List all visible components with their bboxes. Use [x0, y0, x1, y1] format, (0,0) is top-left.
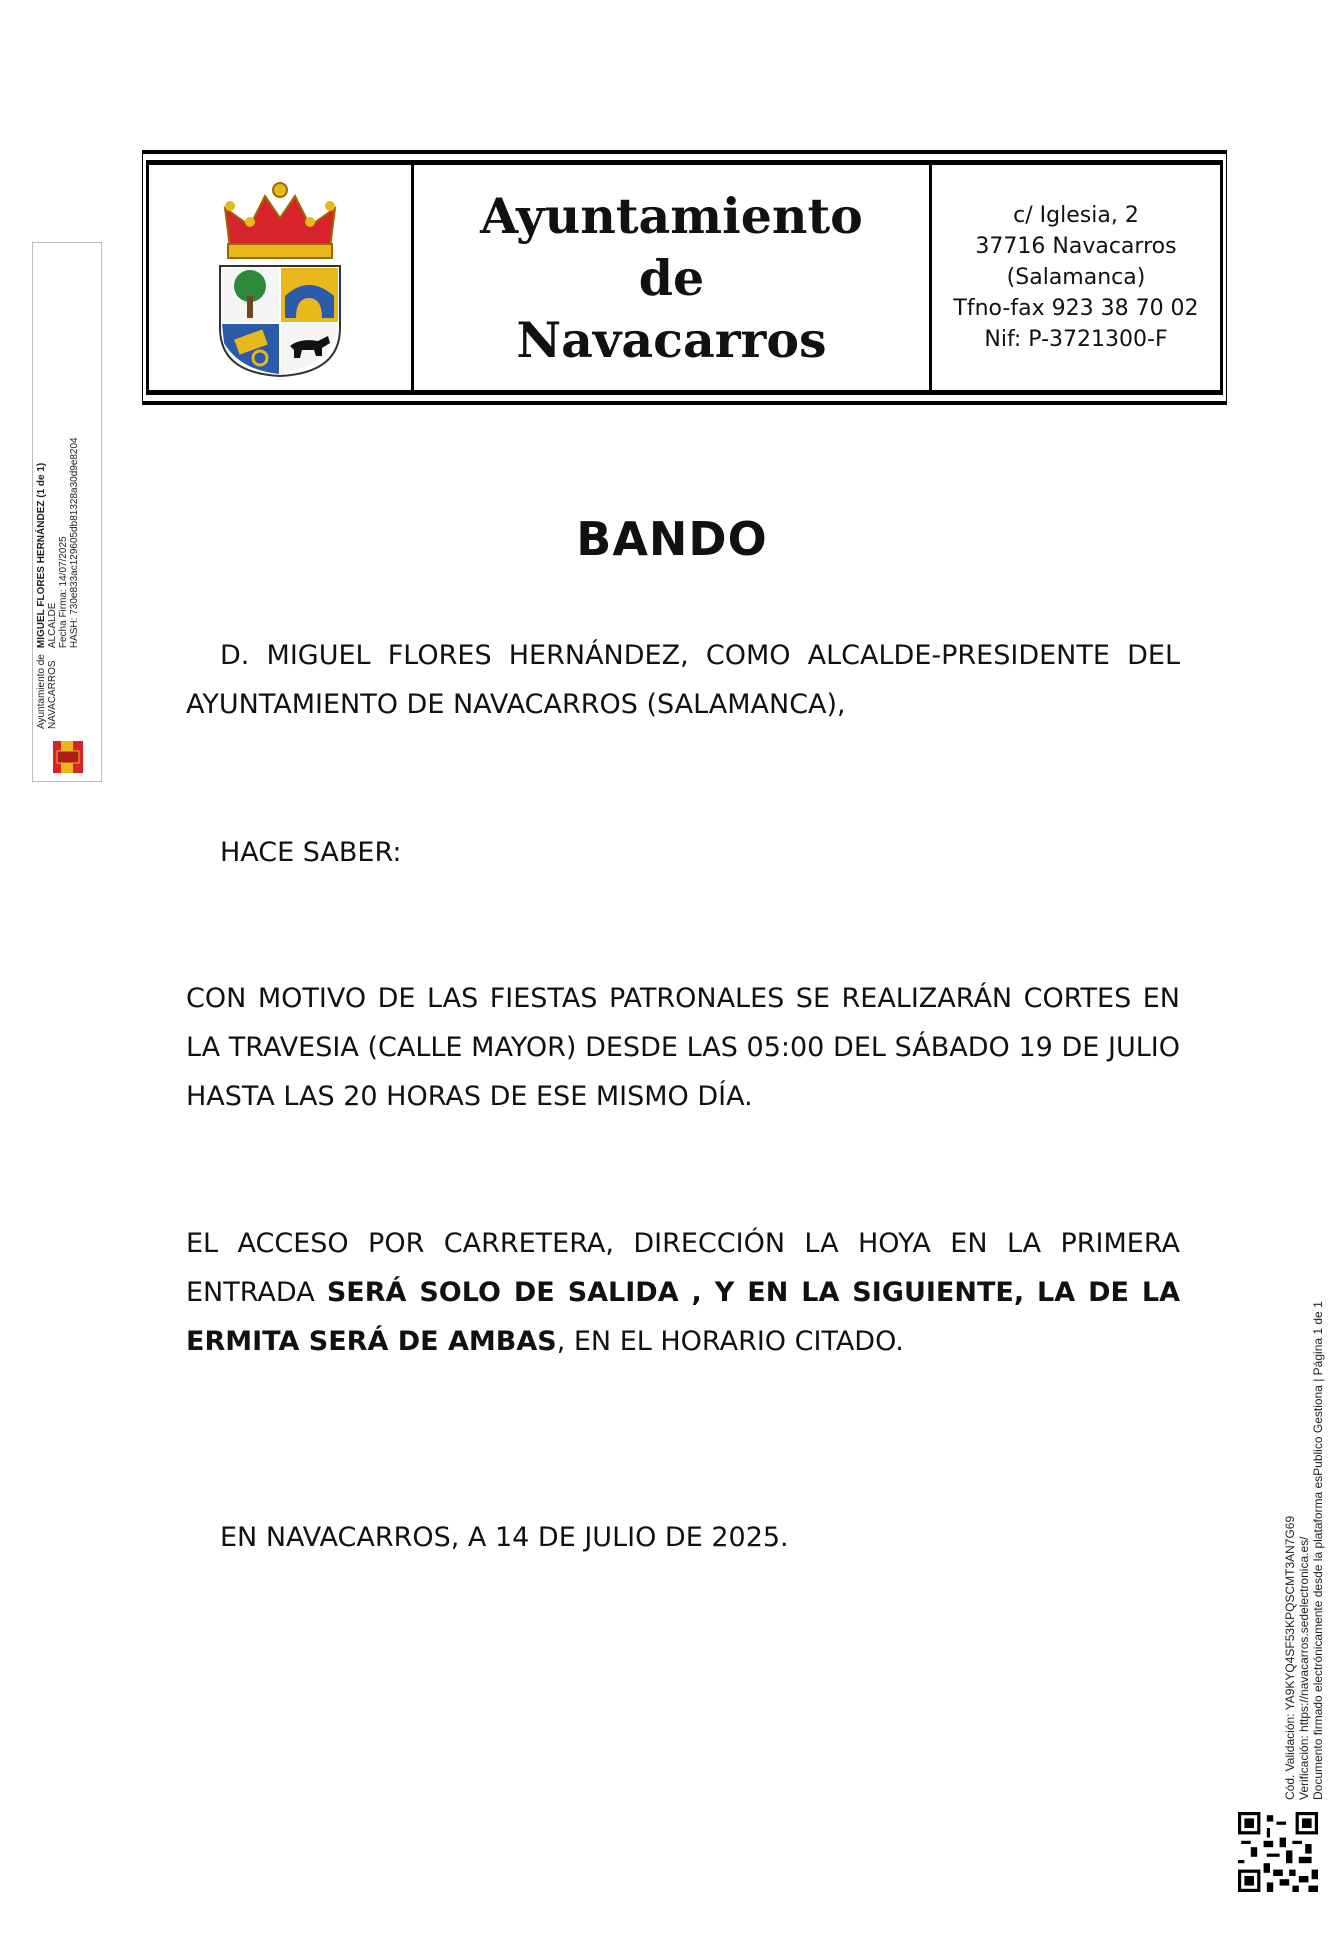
paragraph-acceso-bold: SERÁ SOLO DE SALIDA , Y EN LA SIGUIENTE, LA DE LA ERMITA SERÁ DE AMBAS: [186, 1277, 1180, 1357]
qr-code-icon: [1238, 1812, 1318, 1892]
address-street: c/ Iglesia, 2: [1013, 203, 1139, 228]
paragraph-acceso: [186, 1219, 1180, 1366]
hace-saber: HACE SABER:: [220, 837, 402, 868]
coat-of-arms-cell: [149, 165, 414, 390]
paragraph-cortes: CON MOTIVO DE LAS FIESTAS PATRONALES SE REALIZARÁN CORTES EN LA TRAVESIA (CALLE MAYOR) DESDE LAS 05:00 DEL SÁBADO 19 DE JULIO HASTA LAS 20 HORAS DE ESE MISMO DÍA.: [186, 983, 1180, 1112]
intro-paragraph: D. MIGUEL FLORES HERNÁNDEZ, COMO ALCALDE-PRESIDENTE DEL AYUNTAMIENTO DE NAVACARROS (SALAMANCA),: [186, 640, 1180, 720]
coat-of-arms-icon: [210, 178, 350, 378]
closing-line: EN NAVACARROS, A 14 DE JULIO DE 2025.: [220, 1522, 789, 1553]
signature-org-prefix: Ayuntamiento de: [36, 654, 47, 729]
title-line-3: Navacarros: [516, 310, 827, 369]
title-line-2: de: [638, 248, 705, 307]
address-province: (Salamanca): [1006, 265, 1146, 290]
paragraph-acceso-start: EL ACCESO POR CARRETERA, DIRECCIÓN LA HOYA EN LA PRIMERA ENTRADA: [186, 1228, 1180, 1308]
signature-hash: HASH: 730e833ac129605db81328a30d9e8204: [69, 437, 80, 649]
signature-role: ALCALDE: [47, 602, 58, 649]
signature-date: Fecha Firma: 14/07/2025: [58, 536, 69, 649]
address-nif: Nif: P-3721300-F: [984, 327, 1168, 352]
signature-org: NAVACARROS: [47, 660, 58, 729]
paragraph-acceso-end: , EN EL HORARIO CITADO.: [556, 1326, 904, 1357]
address-phone: Tfno-fax 923 38 70 02: [953, 296, 1199, 321]
validation-code: Cód. Validación: YA9KYQ4SF53KPQSCMT3AN7G69: [1283, 1515, 1297, 1800]
letterhead: [142, 150, 1227, 405]
letterhead-frame: [146, 160, 1223, 395]
municipality-title: [414, 165, 932, 390]
validation-url: Verificación: https://navacarros.sedelectronica.es/: [1297, 1536, 1311, 1800]
validation-platform: Documento firmado electrónicamente desde la plataforma esPublico Gestiona | Página 1 de 1: [1311, 1301, 1325, 1800]
coat-of-arms-small-icon: [47, 737, 87, 777]
title-line-1: Ayuntamiento: [480, 186, 863, 245]
address-postal: 37716 Navacarros: [975, 234, 1177, 259]
signature-name: MIGUEL FLORES HERNÁNDEZ (1 de 1): [36, 462, 47, 649]
address-block: [932, 165, 1220, 390]
validation-strip: [1283, 1200, 1339, 1800]
document-heading: BANDO: [576, 512, 768, 566]
